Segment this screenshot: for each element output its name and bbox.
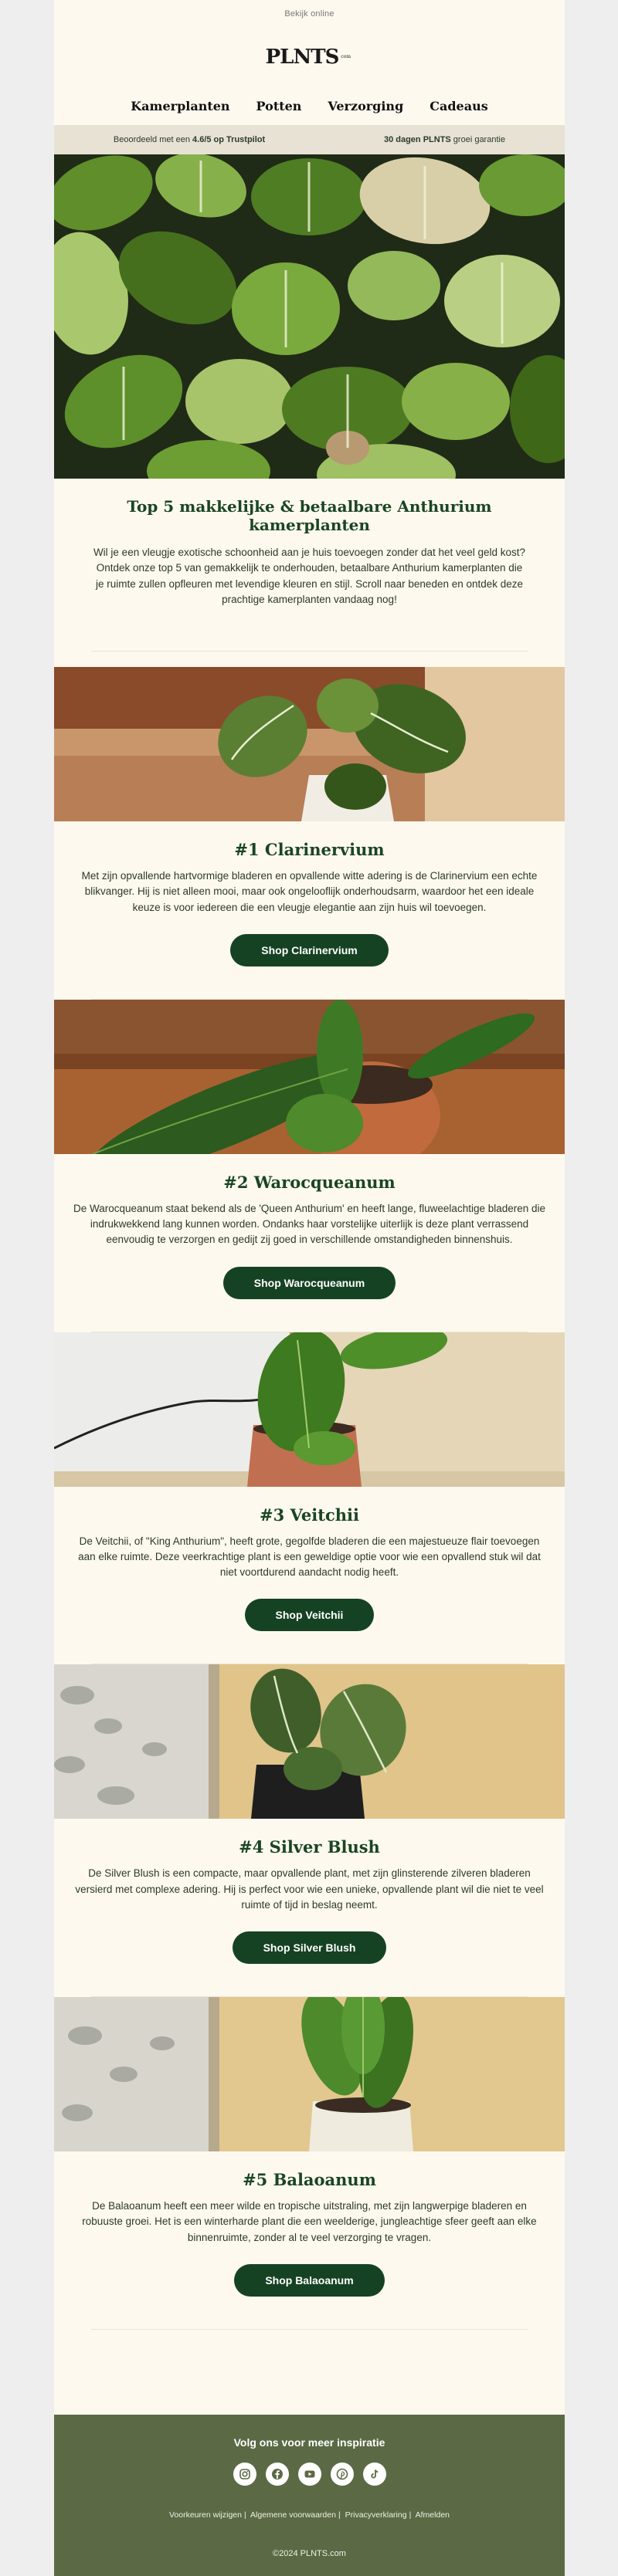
silver-blush-image[interactable]	[54, 1664, 565, 1819]
balaoanum-image[interactable]	[54, 1997, 565, 2151]
veitchii-image[interactable]	[54, 1332, 565, 1487]
product-veitchii	[54, 1332, 565, 1632]
brand-name: PLNTS	[265, 46, 339, 69]
product-title: #5 Balaoanum	[243, 2170, 376, 2189]
terms-link[interactable]: Algemene voorwaarden	[250, 2510, 336, 2520]
tiktok-icon[interactable]	[363, 2463, 386, 2486]
shop-clarinervium-button[interactable]: Shop Clarinervium	[230, 934, 388, 966]
product-title: #1 Clarinervium	[234, 840, 385, 859]
shop-warocqueanum-button[interactable]: Shop Warocqueanum	[223, 1267, 396, 1299]
view-online-link[interactable]: Bekijk online	[284, 9, 334, 19]
footer	[54, 2415, 565, 2576]
footer-links: Voorkeuren wijzigen | Algemene voorwaarden | Privacyverklaring | Afmelden	[168, 2510, 450, 2520]
intro-title: Top 5 makkelijke & betaalbare Anthurium kamerplanten	[127, 497, 492, 534]
product-clarinervium	[54, 667, 565, 966]
product-description: De Silver Blush is een compacte, maar opvallende plant, met zijn glinsterende zilveren bladeren versierd met complexe adering. Hij is perfect voor wie een unieke, opvallende plant wil die niet te veel ruimte of tijd in beslag neemt.	[75, 1867, 544, 1911]
divider	[91, 2329, 528, 2330]
product-title: #3 Veitchii	[260, 1505, 359, 1525]
warocqueanum-image[interactable]	[54, 1000, 565, 1154]
hero-image[interactable]	[54, 154, 565, 479]
unsubscribe-link[interactable]: Afmelden	[415, 2510, 450, 2520]
product-title: #2 Warocqueanum	[223, 1172, 396, 1192]
youtube-icon[interactable]	[298, 2463, 321, 2486]
product-balaoanum	[54, 1997, 565, 2297]
trust-bar	[54, 125, 565, 154]
logo[interactable]	[54, 28, 565, 86]
product-silver-blush	[54, 1664, 565, 1964]
intro-section	[54, 479, 565, 608]
email-container	[54, 0, 565, 2576]
facebook-icon[interactable]	[266, 2463, 289, 2486]
follow-heading: Volg ons voor meer inspiratie	[233, 2436, 385, 2449]
social-links	[54, 2463, 565, 2486]
clarinervium-image[interactable]	[54, 667, 565, 821]
main-nav	[54, 86, 565, 125]
product-description: De Warocqueanum staat bekend als de 'Queen Anthurium' en heeft lange, fluweelachtige bladeren die indrukwekkend lang kunnen worden. Ondanks haar vorstelijke uiterlijk is deze plant verrassend eenvoudig te verzorgen en gedijt zij goed in verschillende omstandigheden binnenshuis.	[73, 1202, 546, 1246]
nav-verzorging[interactable]: Verzorging	[328, 98, 404, 113]
trustpilot-rating: Beoordeeld met een 4.6/5 op Trustpilot	[113, 135, 266, 144]
pinterest-icon[interactable]	[331, 2463, 354, 2486]
brand-suffix: com	[341, 54, 351, 59]
product-description: Met zijn opvallende hartvormige bladeren en opvallende witte adering is de Clarinervium een echte blikvanger. Hij is niet alleen mooi, maar ook ongelooflijk onderhoudsarm, waardoor het een ideale keuze is voor iedereen die een vleugje elegantie aan zijn huis wil toevoegen.	[81, 870, 538, 913]
product-description: De Veitchii, of "King Anthurium", heeft grote, gegolfde bladeren die een majestueuze flair toevoegen aan elke ruimte. Deze veerkrachtige plant is een geweldige optie voor wie een opvallend stuk wil dat niet voortdurend aandacht nodig heeft.	[78, 1535, 541, 1578]
nav-kamerplanten[interactable]: Kamerplanten	[131, 98, 230, 113]
product-description: De Balaoanum heeft een meer wilde en tropische uitstraling, met zijn langwerpige bladeren en robuuste groei. Het is een winterharde plant die een weelderige, jungleachtige sfeer geeft aan elke binnenruimte, zonder al te veel verzorging te vragen.	[82, 2200, 537, 2243]
nav-potten[interactable]: Potten	[256, 98, 302, 113]
preferences-link[interactable]: Voorkeuren wijzigen	[168, 2510, 242, 2520]
shop-silver-blush-button[interactable]: Shop Silver Blush	[233, 1931, 387, 1964]
nav-cadeaus[interactable]: Cadeaus	[430, 98, 488, 113]
instagram-icon[interactable]	[233, 2463, 256, 2486]
copyright: ©2024 PLNTS.com	[273, 2549, 346, 2558]
product-title: #4 Silver Blush	[239, 1837, 380, 1857]
shop-balaoanum-button[interactable]: Shop Balaoanum	[234, 2264, 384, 2297]
privacy-link[interactable]: Privacyverklaring	[345, 2510, 407, 2520]
product-warocqueanum	[54, 1000, 565, 1299]
shop-veitchii-button[interactable]: Shop Veitchii	[245, 1599, 375, 1631]
intro-text: Wil je een vleugje exotische schoonheid aan je huis toevoegen zonder dat het veel geld kost? Ontdek onze top 5 van gemakkelijk te onderhouden, betaalbare Anthurium kamerplanten die je ruimte zullen opfleuren met levendige kleuren en stijl. Scroll naar beneden en ontdek deze prachtige kamerplanten vandaag nog!	[93, 547, 526, 605]
topbar	[54, 0, 565, 28]
growth-guarantee: 30 dagen PLNTS groei garantie	[383, 135, 506, 144]
